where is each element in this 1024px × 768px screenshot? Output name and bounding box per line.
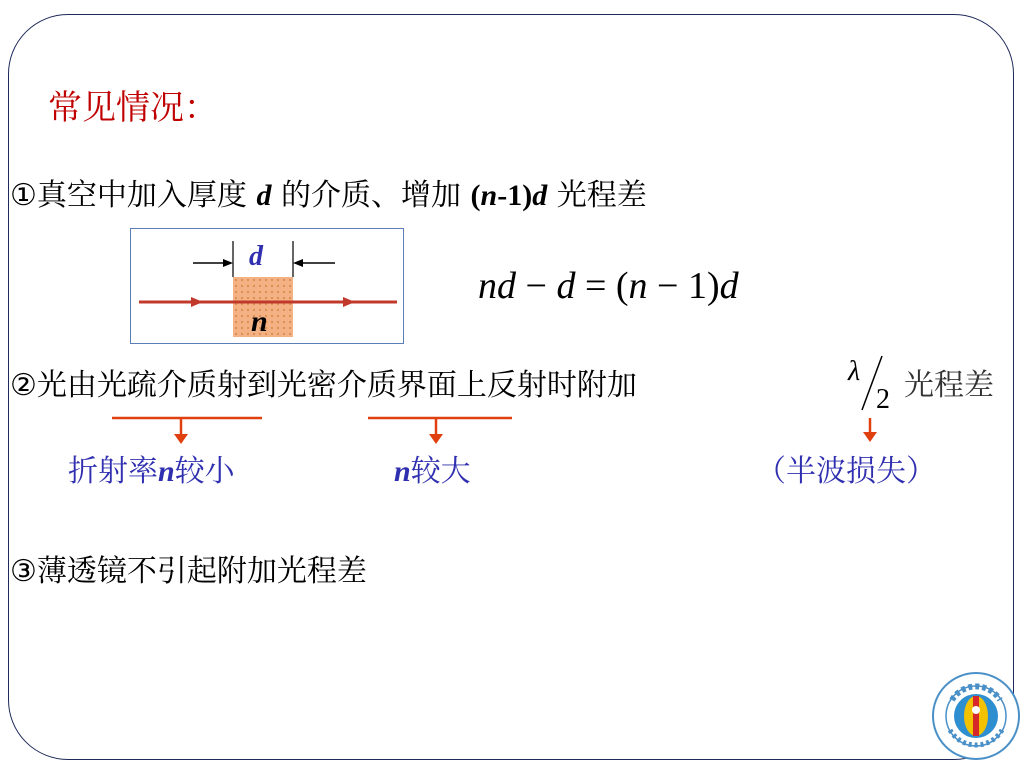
label-low-index-suffix: 较小 [174,454,235,489]
half-lambda-fraction [846,352,902,414]
optical-path-formula [478,264,739,308]
formula-d: d [556,265,576,307]
item-1-paren: ( [470,179,481,212]
item-1-d2: d [532,179,548,212]
medium-diagram [130,228,404,344]
lambda-symbol: λ [848,356,861,387]
formula-minus: − [516,265,557,307]
d-label: d [249,241,263,272]
item-1-d: d [256,179,272,212]
label-low-index [68,446,235,490]
label-high-index-suffix: 较大 [410,454,471,489]
item-1-n: n [480,179,498,212]
formula-n: n [628,265,648,307]
item-1-text-b: 的介质、增加 [271,178,471,213]
item-2 [10,360,637,404]
medium-diagram-svg [131,229,403,343]
college-logo-svg [930,670,1022,762]
item-1-text-c: 光程差 [547,178,647,213]
item-2-marker: ② [10,368,37,403]
d-arrow-right-head [293,259,303,267]
ray-arrow-left [191,297,203,307]
d-arrow-left-head [223,259,233,267]
ray-arrow-right [343,297,355,307]
item-3-marker: ③ [10,554,37,589]
label-low-index-text: 折射率 [68,454,158,489]
college-logo [930,670,1022,762]
label-low-index-n: n [158,455,175,488]
formula-tail: − 1) [647,265,720,307]
n-label: n [251,305,268,338]
two-symbol: 2 [876,384,890,414]
item-1-marker: ① [10,178,37,213]
item-2-text: 光由光疏介质射到光密介质界面上反射时附加 [36,368,637,403]
formula-nd: nd [478,265,516,307]
item-3 [10,546,367,590]
item-2-suffix: 光程差 [904,368,994,403]
label-half-wave-loss: （半波损失） [756,454,936,489]
label-high-index [394,446,471,490]
formula-eq: = ( [575,265,629,307]
slide-title: 常见情况： [48,88,218,128]
formula-d-end: d [719,265,739,307]
item-1 [10,170,647,214]
label-high-index-n: n [394,455,411,488]
item-1-minus-one: -1) [497,179,533,212]
item-1-text-a: 真空中加入厚度 [36,178,257,213]
half-lambda-svg [846,352,902,414]
item-3-text: 薄透镜不引起附加光程差 [36,554,367,589]
